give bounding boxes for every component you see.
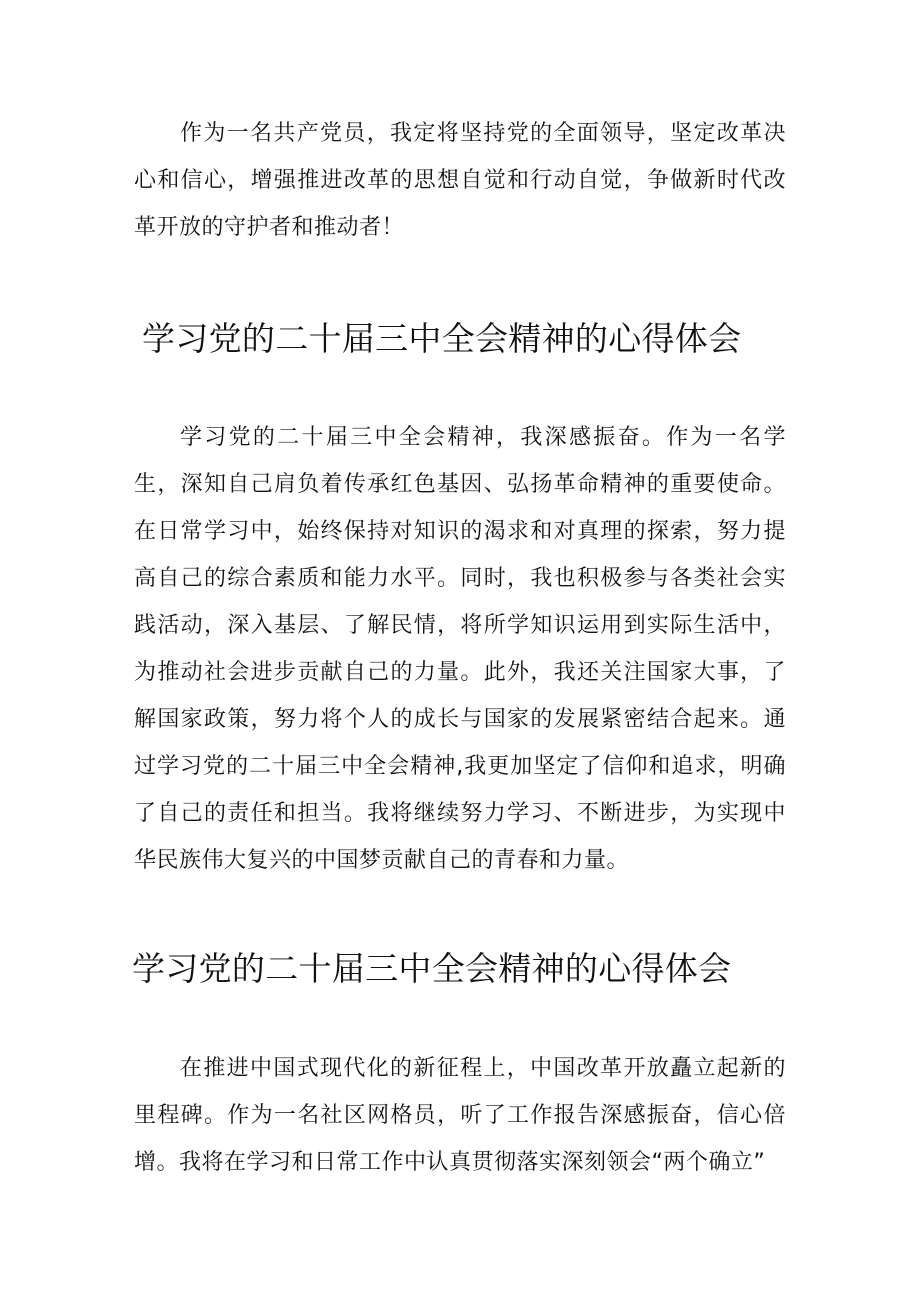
section-heading-1: 学习党的二十届三中全会精神的心得体会 [142, 319, 742, 358]
paragraph-student-reflection: 学习党的二十届三中全会精神，我深感振奋。作为一名学生，深知自己肩负着传承红色基因、弘扬革命精神的重要使命。在日常学习中，始终保持对知识的渴求和对真理的探索，努力提高自己的综合素质和能力水平。同时，我也积极参与各类社会实践活动，深入基层、了解民情，将所学知识运用到实际生活中，为推动社会进步贡献自己的力量。此外，我还关注国家大事，了解国家政策，努力将个人的成长与国家的发展紧密结合起来。通过学习党的二十届三中全会精神,我更加坚定了信仰和追求，明确了自己的责任和担当。我将继续努力学习、不断进步，为实现中华民族伟大复兴的中国梦贡献自己的青春和力量。 [134, 425, 786, 873]
paragraph-community-grid-worker: 在推进中国式现代化的新征程上，中国改革开放矗立起新的里程碑。作为一名社区网格员，听了工作报告深感振奋，信心倍增。我将在学习和日常工作中认真贯彻落实深刻领会“两个确立” [134, 1056, 786, 1175]
paragraph-party-member-pledge: 作为一名共产党员，我定将坚持党的全面领导，坚定改革决心和信心，增强推进改革的思想自觉和行动自觉，争做新时代改革开放的守护者和推动者！ [134, 121, 786, 240]
section-heading-2: 学习党的二十届三中全会精神的心得体会 [132, 949, 732, 988]
